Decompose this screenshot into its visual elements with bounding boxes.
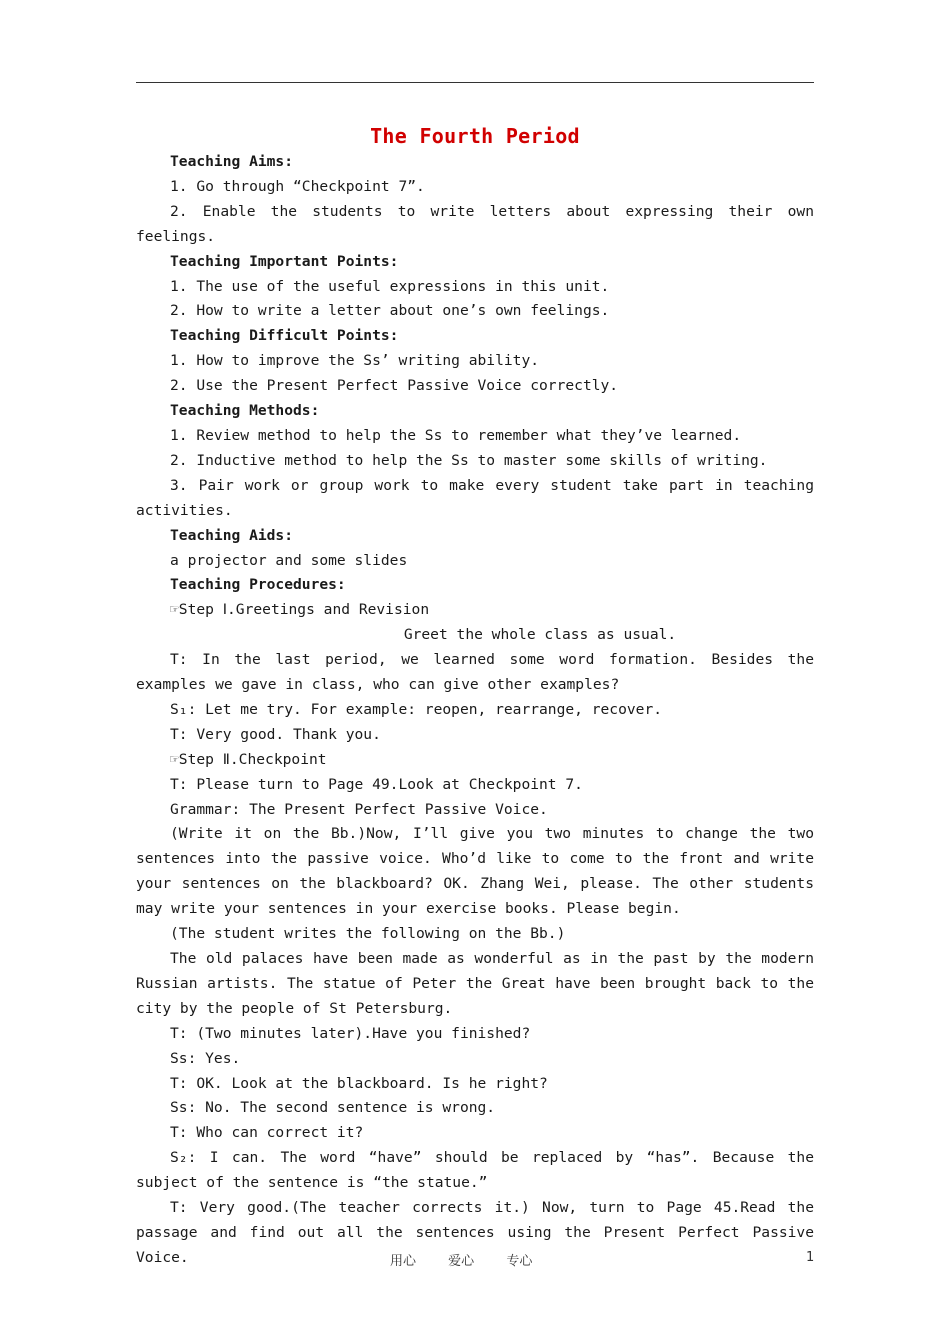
line-28: Ss: Yes. <box>170 1049 241 1067</box>
line-17: Greet the whole class as usual. <box>403 626 677 644</box>
line-25: (The student writes the following on the Bb.) <box>170 925 566 943</box>
line-10: 1. Review method to help the Ss to remember what they’ve learned. <box>170 426 742 444</box>
line-5: 2. How to write a letter about one’s own feelings. <box>170 302 610 320</box>
line-22: T: Please turn to Page 49.Look at Checkpoint 7. <box>170 775 583 793</box>
line-29: T: OK. Look at the blackboard. Is he right? <box>170 1074 548 1092</box>
line-23: Grammar: The Present Perfect Passive Voice. <box>170 800 548 818</box>
line-27: T: (Two minutes later).Have you finished? <box>170 1024 531 1042</box>
line-6: Teaching Difficult Points: <box>170 327 399 345</box>
line-24: (Write it on the Bb.)Now, I’ll give you two minutes to change the two sentences into the passive voice. Who’d like to come to the front and write your sentences on the blackboard? OK. Zhang Wei, please. The other students may write your sentences in your exercise books. Please begin. <box>136 825 814 918</box>
line-12: 3. Pair work or group work to make every student take part in teaching activities. <box>136 476 814 519</box>
line-1: 1. Go through “Checkpoint 7”. <box>170 177 425 195</box>
line-26: The old palaces have been made as wonderful as in the past by the modern Russian artists. The statue of Peter the Great have been brought back to the city by the people of St Petersburg. <box>136 950 814 1017</box>
line-4: 1. The use of the useful expressions in this unit. <box>170 277 610 295</box>
line-16: ☞Step Ⅰ.Greetings and Revision <box>170 601 430 619</box>
line-11: 2. Inductive method to help the Ss to master some skills of writing. <box>170 451 768 469</box>
footer-word-3: 专心 <box>506 1254 533 1269</box>
header-rule <box>136 82 814 83</box>
line-33: T: Very good.(The teacher corrects it.) Now, turn to Page 45.Read the passage and find out all the sentences using the Present Perfect Passive Voice. <box>136 1199 814 1266</box>
line-8: 2. Use the Present Perfect Passive Voice correctly. <box>170 377 619 395</box>
line-13: Teaching Aids: <box>170 526 294 544</box>
line-2: 2. Enable the students to write letters about expressing their own feelings. <box>136 202 814 245</box>
line-9: Teaching Methods: <box>170 402 320 420</box>
line-0: Teaching Aims: <box>170 153 294 170</box>
document-body <box>136 150 814 1271</box>
line-20: T: Very good. Thank you. <box>170 725 381 743</box>
line-14: a projector and some slides <box>170 551 408 569</box>
line-18: T: In the last period, we learned some word formation. Besides the examples we gave in class, who can give other examples? <box>136 651 814 694</box>
page-number: 1 <box>806 1250 815 1265</box>
line-30: Ss: No. The second sentence is wrong. <box>170 1099 496 1117</box>
line-3: Teaching Important Points: <box>170 252 399 270</box>
document-title: The Fourth Period <box>370 124 580 148</box>
line-7: 1. How to improve the Ss’ writing ability. <box>170 352 540 370</box>
line-32: S₂: I can. The word “have” should be replaced by “has”. Because the subject of the sentence is “the statue.” <box>136 1149 814 1192</box>
footer-word-1: 用心 <box>390 1254 417 1269</box>
footer-word-2: 爱心 <box>448 1254 475 1269</box>
line-21: ☞Step Ⅱ.Checkpoint <box>170 750 327 768</box>
line-31: T: Who can correct it? <box>170 1124 364 1142</box>
line-19: S₁: Let me try. For example: reopen, rearrange, recover. <box>170 700 663 718</box>
line-15: Teaching Procedures: <box>170 576 346 594</box>
